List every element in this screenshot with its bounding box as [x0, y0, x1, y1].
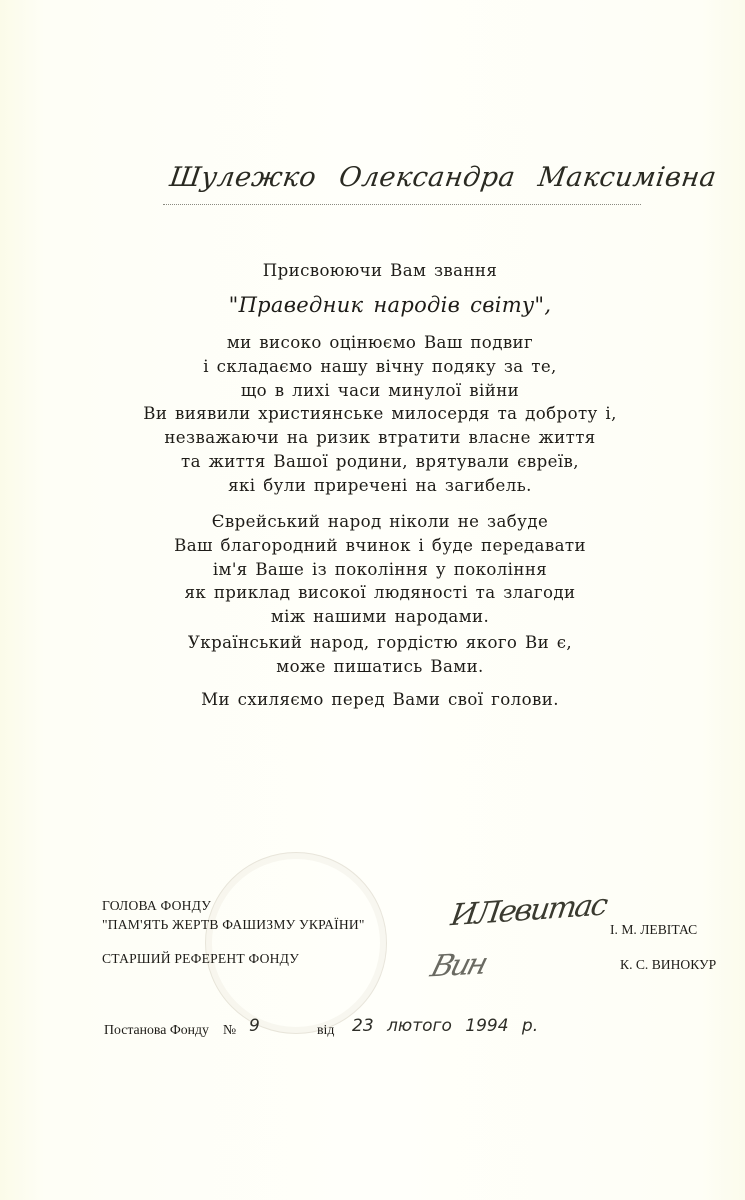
referent-name: К. С. ВИНОКУР — [620, 957, 717, 972]
signatory-names — [610, 920, 716, 974]
chairman-title-line1: ГОЛОВА ФОНДУ — [102, 898, 212, 913]
text-line: Єврейський народ ніколи не забуде — [211, 512, 549, 531]
text-line: які були приречені на загибель. — [228, 475, 532, 495]
intro-text — [120, 259, 640, 283]
referent-signature: Вин — [426, 946, 490, 985]
text-line: між нашими народами. — [270, 607, 490, 627]
recipient-name-handwritten: Шулежко Олександра Максимівна — [167, 162, 719, 193]
number-sign: № — [223, 1022, 237, 1037]
text-line: може пишатись Вами. — [276, 656, 484, 676]
resolution-label: Постанова Фонду — [104, 1022, 209, 1037]
referent-title: СТАРШИЙ РЕФЕРЕНТ ФОНДУ — [102, 951, 300, 966]
text-line: як приклад високої людяності та злагоди — [184, 583, 576, 603]
paragraph-closing — [120, 688, 640, 712]
text-line: ім'я Ваше із покоління у покоління — [212, 559, 548, 579]
honor-title: "Праведник народів світу", — [228, 293, 552, 317]
from-label: від — [317, 1022, 335, 1037]
text-line: та життя Вашої родини, врятували євреїв, — [181, 451, 579, 471]
text-line: і складаємо нашу вічну подяку за те, — [203, 356, 557, 376]
signatory-titles — [102, 896, 365, 968]
chairman-title-line2: "ПАМ'ЯТЬ ЖЕРТВ ФАШИЗМУ УКРАЇНИ" — [102, 917, 365, 932]
paragraph-jewish-people — [120, 510, 640, 629]
text-line: Ми схиляємо перед Вами свої голови. — [201, 690, 559, 709]
text-line: незважаючи на ризик втратити власне життя — [164, 428, 596, 448]
text-line: Ваш благородний вчинок і буде передавати — [174, 535, 586, 555]
resolution-number-handwritten: 9 — [249, 1016, 260, 1036]
text-line: ми високо оцінюємо Ваш подвиг — [226, 333, 534, 352]
text-line: Український народ, гордістю якого Ви є, — [187, 633, 573, 652]
paragraph-gratitude — [120, 331, 640, 498]
chairman-name: І. М. ЛЕВІТАС — [610, 922, 698, 937]
text-line: що в лихі часи минулої війни — [240, 380, 520, 400]
text-line: Ви виявили християнське милосердя та доброту і, — [143, 404, 617, 424]
resolution-date-handwritten: 23 лютого 1994 р. — [352, 1016, 539, 1036]
chairman-signature: ИЛевитас — [448, 887, 609, 934]
paragraph-ukrainian-people — [120, 631, 640, 679]
intro-line: Присвоюючи Вам звання — [262, 261, 498, 280]
